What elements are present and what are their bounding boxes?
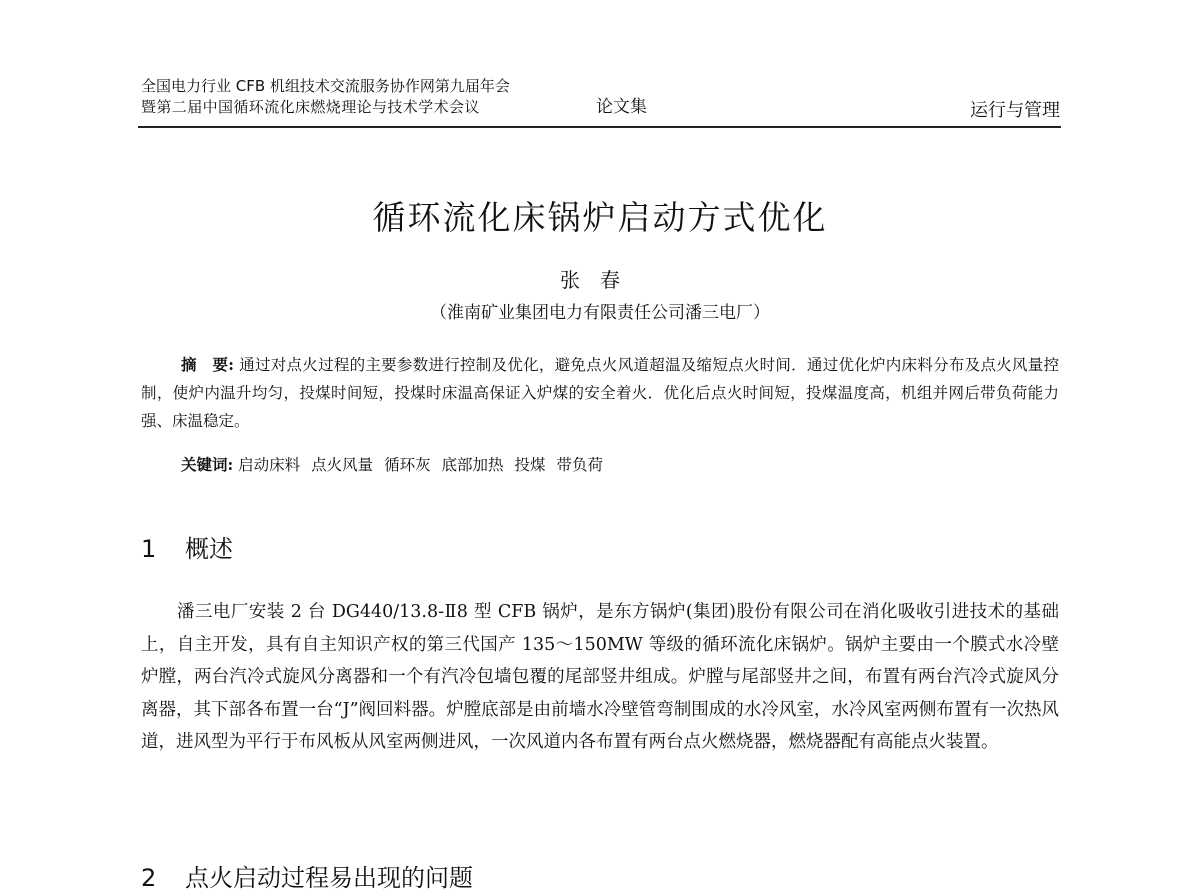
section-title: 概述: [185, 535, 233, 563]
body-paragraph: 潘三电厂安装 2 台 DG440/13.8-Ⅱ8 型 CFB 锅炉，是东方锅炉(集团)股份有限公司在消化吸收引进技术的基础上，自主开发，具有自主知识产权的第三代国产 135～150MW 等级的循环流化床锅炉。锅炉主要由一个膜式水冷壁炉膛，两台汽冷式旋风分离器和一个有汽冷包墙包覆的尾部竖井组成。炉膛与尾部竖井之间，布置有两台汽冷式旋风分离器，其下部各布置一台“J”阀回料器。炉膛底部是由前墙水冷壁管弯制围成的水冷风室，水冷风室两侧布置有一次热风道，进风型为平行于布风板从风室两侧进风，一次风道内各布置有两台点火燃烧器，燃烧器配有高能点火装置。: [141, 602, 1059, 752]
conference-line-1: 全国电力行业 CFB 机组技术交流服务协作网第九届年会: [141, 77, 510, 95]
abstract-label: 摘 要:: [181, 355, 235, 374]
abstract-text: 通过对点火过程的主要参数进行控制及优化，避免点火风道超温及缩短点火时间．通过优化炉内床料分布及点火风量控制，使炉内温升均匀，投煤时间短，投煤时床温高保证入炉煤的安全着火．优化后点火时间短，投煤温度高，机组并网后带负荷能力强、床温稳定。: [141, 356, 1059, 430]
section-title: 点火启动过程易出现的问题: [185, 864, 473, 892]
conference-name: [141, 76, 510, 118]
section-number: 1: [141, 535, 157, 563]
keyword: 启动床料: [238, 456, 301, 474]
keywords-label: 关键词:: [181, 455, 234, 474]
keyword: 带负荷: [556, 456, 603, 474]
section-number: 2: [141, 864, 157, 892]
keyword: 循环灰: [384, 456, 431, 474]
conference-line-2: 暨第二届中国循环流化床燃烧理论与技术学术会议: [141, 98, 480, 116]
section-label: 运行与管理: [970, 100, 1060, 121]
keyword: 底部加热: [441, 456, 504, 474]
paper-title: 循环流化床锅炉启动方式优化: [372, 198, 828, 237]
keyword: 点火风量: [311, 456, 374, 474]
section-heading-1: [141, 529, 233, 564]
keyword: 投煤: [514, 456, 546, 474]
header-rule: [138, 126, 1061, 128]
abstract: [141, 351, 1059, 435]
section-1-body: [141, 596, 1059, 759]
section-heading-2: [141, 858, 473, 893]
author-affiliation: （淮南矿业集团电力有限责任公司潘三电厂）: [430, 303, 770, 323]
collection-label: 论文集: [596, 97, 647, 117]
keywords: [181, 453, 609, 475]
author-name: 张春: [560, 268, 640, 292]
